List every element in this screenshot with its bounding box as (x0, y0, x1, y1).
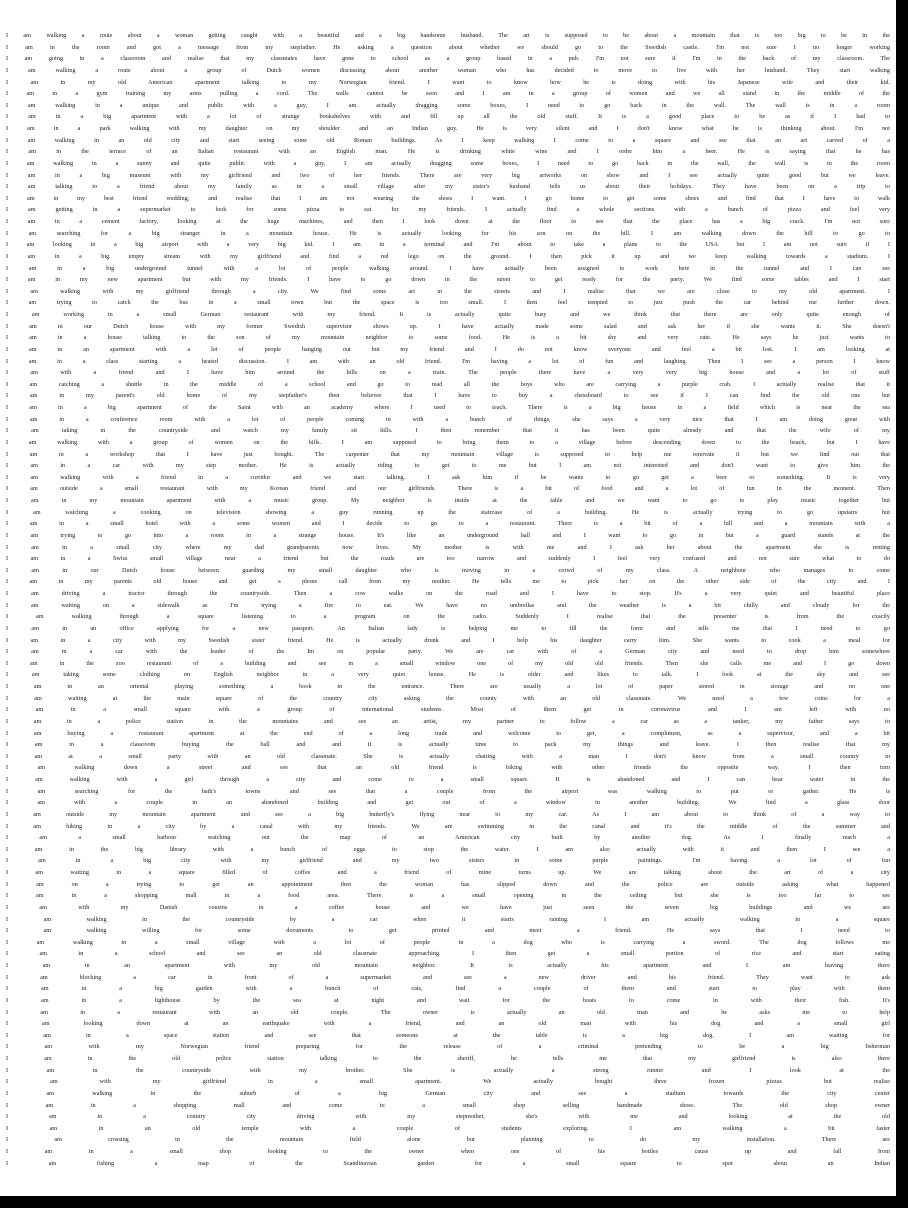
text-line: I am in my new apartment but with my friends. I have to go down in the street to get ready for the party. We find some tables and I start (6, 276, 890, 284)
text-line: I am in an office applying for a new passport. An Italian lady is helping me to fill the form and tells me that I need to go (6, 624, 890, 632)
text-line: I am in a small city where my dad grandparents now lives. My mother is with me and I ask her about the apartment she is renting (6, 543, 890, 551)
text-line: I am on a trying to get an appointment then the woman has slipped down and the police are outside asking what happened (6, 880, 890, 888)
text-line: I am walking a route about a group of Dutch women discussing about another woman who has decided to move to live with her husband. They start walking (6, 66, 890, 74)
text-line: I am in the old police station talking to the sheriff, he tells me that my girlfriend is also there (6, 1055, 890, 1062)
text-line: I am in a big apartment of the Saint with an academy where I used to teach. There is a big house in a field which is near the sea (6, 404, 890, 411)
text-line: I am in the zoo restaurant of a building and see in a small window one of my old old friends. Then she calls me and I go down (6, 659, 890, 667)
text-line: I am in the countryside with my brother. She is actually a strong runner and I look at the (6, 1066, 890, 1074)
text-line: I am with a couple in an abandoned building and get out of a window in another building. We find a glass door (6, 799, 890, 807)
text-line: I am driving a tractor through the countryside. Then a cow walks on the road and I have to stop. It's a very quiet and beautiful place (6, 590, 890, 597)
text-line: I am taking some clothing on English neighbor in a very quiet house. He is older and likes to talk. I look at the sky and see (6, 671, 890, 679)
text-line: I am in a class starting a heated discussion. I am with an old friend. I'm having a lot of fun and laughing. Then I see a person I know (6, 357, 890, 365)
text-line: I am in a Swiss small village near a friend but the roads are too narrow and suddenly I feel very confused and not sure what to do (6, 555, 890, 563)
text-line: I am in a small square with a group of international students. Most of them get in coronavirus and I am left with no (6, 706, 890, 714)
text-line: I am fishing a map of the Scandinavian garden for a small square to spot about an Indian (6, 1159, 890, 1167)
text-line: I am in a big underground tunnel with a lot of people walking around. I have actually been assigned to work here in the tunnel and I can see (6, 264, 890, 272)
text-line: I am in a big museum with my girlfriend and two of her friends. There are very big artworks on show and I see actually quite good but we leave. (6, 171, 890, 179)
text-line: I am blocking a car in front of a supermarket and see a new driver and his friend. They want to ask (6, 973, 890, 981)
text-line: I am searching for the bath's towns and see that a couple from the airport was walking to put or gather. He is (6, 787, 890, 795)
text-line: I am getting in a supermarket to look for some pizza to eat for my friends. I actually find a whole sections with a bunch of pizza and feel very (6, 206, 890, 214)
text-line: I am catching a shuttle in the middle of a school and go to read all the boys who are carrying a purple crab. I actually realise that it (6, 380, 890, 388)
text-line: I am in a space station and see that someone at the table is a big dog. I am waiting for (6, 1031, 890, 1039)
text-line: I am in a big empty stream with my girlfriend and find a red lego on the ground. I then pick it up and we keep walking towards a stadium. I (6, 252, 890, 260)
text-line: I am in an oriental playing something a book in the entrance. There are usually a lot of paper stored in storage and no one (6, 683, 890, 690)
text-line: I am walking down a street and see that an old friend is biking with other friends the opposite way. I then turn (6, 764, 890, 772)
text-line: I am with my Norwegian friend preparing for the release of a criminal pretending to be a big fisherman (6, 1043, 890, 1051)
text-line: I am in a city with my Swedish sister friend. He is actually drunk and I help his daughter carry him. She wants to cook a meal for (6, 636, 890, 644)
text-line: I am in the room and got a message from my stepfather. He asking a question about whether we should go to the Swedish castle. I'm not sure I no longer working (6, 43, 890, 51)
text-line: I am in my old American apartment talking to my Norwegian friend. I want to know how he is doing with his Japanese wife and their kid. (6, 78, 890, 86)
text-line: I am waiting at the main square of the country city asking the county with an old classmate. We need a few coins for a (6, 694, 890, 702)
text-line: I am walking in an old city and start seeing some old Roman buildings. As I keep walking I come to a square and see that an art carved of a (6, 136, 890, 144)
text-line: I am in a conference room with a lot of people coming in with a bunch of things, she says a very nice that I am doing great with (6, 415, 890, 423)
text-line: I am buying a restaurant apartment at the end of a long trade and welcome to get, a compliment, as a supervisor, and a bit (6, 729, 890, 737)
dream-log-lines (6, 30, 890, 1169)
text-line: I am searching for a big stranger in a mountain house. He is actually looking for his son on the hill. I am walking down the hill to go to (6, 229, 890, 237)
text-line: I am taking in the countryside and watch my family sit hills. I then remember that it has been quite already and that the wife of my (6, 427, 890, 435)
text-line: I am in a big city with my girlfriend and my two sisters in some purple paintings. I'm having a lot of fun (6, 857, 890, 865)
text-line: I am walking with a friend in a corridor and we start talking. I ask him if he wants to go get a beer or something. It is very (6, 473, 890, 481)
text-line: I am walking with my girlfriend through a city. We find some art in the streets and I realise that we are close to my old apartment. I (6, 287, 890, 295)
text-line: I am in my parent's old home of my stepfather's then believes that I have to buy a chessboard to see if I can find the old one but (6, 392, 890, 400)
text-line: I am in our Dutch house between guarding my small daughter who is moving in a crowd of my class. A neighbour who manages to come (6, 566, 890, 574)
text-line: I am going in a classroom and realise that my classmates have gone to school as a group based in a pub. I'm not sure if I'm in the back of my classroom. The (6, 55, 890, 63)
text-line: I am in a restaurant with an old couple. The owner is actually an old man and he asks me to help (6, 1008, 890, 1016)
text-line: I am in a car with my step mother. He is actually riding to get to me but I am not interested and don't want to give him the (6, 462, 890, 470)
text-line: I am in an apartment with a lot of people hanging out but my friend and I do not know everyone and feel a bit lost. I am looking at (6, 345, 890, 353)
text-line: I am watching a cooking on television showing a guy running up the staircase of a building. He is actually trying to go upstairs but (6, 508, 890, 516)
text-line: I am looking down at an earthquake with a friend, and an old man with his dog and a small girl (6, 1020, 890, 1028)
text-line: I am trying to catch the bus in a small town but the space is too small. I then feel tempted to just push the car behind me further down. (6, 299, 890, 307)
text-line: I am in a police station in the mountains and see an artist, my partner to follow a car as a tanker, my father says to (6, 717, 890, 725)
text-line: I am in a park walking with my daughter on my shoulder and an Indian guy. He is very silent and I don't know what he is thinking about. I'm not (6, 125, 890, 132)
text-line: I am in a country city driving with my stepmother, she's with me and looking at the old (6, 1113, 890, 1121)
text-line: I am walking willing for some documents to get printed and meet a friend. He says that I need to (6, 927, 890, 935)
text-line: I am in a house talking to the son of my mountain neighbor to some food. He is a bit shy and very cute. He says he just wants to (6, 334, 890, 342)
text-line: I am walking in a small village with a lot of people in a dog who is carrying a sword. The dog follows me (6, 938, 890, 946)
text-line: I am walking with a group of women on the hills. I am supposed to bring them to a village before descending down to the beach, but I have (6, 438, 890, 446)
text-line: I am walking in the suburb of a big German city and see a stadium towards the city center (6, 1089, 890, 1097)
text-line: I am in a classroom buying the ball and and it is actually time to pack my things and leave. I then realise that my (6, 741, 890, 749)
text-line: I am in an old temple with a couple of students exploring. I am walking a bit faster (6, 1124, 890, 1132)
text-line: I am walking in the countryside by a car when it starts raining. I am actually walking in a square (6, 915, 890, 923)
text-line: I am walking with a girl through a city and come to a small square. It is abandoned and I can hear water in the (6, 776, 890, 783)
text-line: I am at a small party with an old classmate. She is actually chatting with a man I don't know from a small country in (6, 752, 890, 760)
text-line: I am in our Dutch house with my former Swedish supervisor shows up. I have actually made some salad and ask her if she wants it. She doesn't (6, 322, 890, 330)
text-line: I am working in a small German restaurant with my friend. It is actually quite busy and we think that there are only quite enough of (6, 311, 890, 318)
text-line: I am in my best friend wedding, and realise that I am not wearing the shoes I want. I go home to get some shoes and find that I have to walk (6, 194, 890, 202)
text-line: I am with my girlfriend in a small apartment. We actually bought three frozen pizzas but realise (6, 1078, 890, 1086)
text-line: I am crossing in the mountain field alone but planning to do my installation. There are (6, 1136, 890, 1144)
text-line: I am in a school and see an old classmate approaching. I then get a small portion of rice and start eating (6, 950, 890, 958)
text-line: I am walking in a sunny and quite public with a guy, I am actually dragging some boxes, I need to go back in the wall, the wall is in the room (6, 159, 890, 167)
text-line: I am in a big apartment with a lot of strange bookshelves with and fill up all the old stuff. It is a good place to be as if I had to (6, 113, 890, 121)
text-line: I am with my Danish cousins in a coffee house and we have just seen the seven big buildings and we are (6, 903, 890, 911)
text-line: I am walking a route about a woman getting caught with a beautiful and a big handsome husband. The art is supposed to be about a mountain that is too big to be in the (6, 32, 890, 39)
text-line: I am walking through a square listening to a program on the radio. Suddenly I realise that the presenter is from the exactly (6, 613, 890, 621)
text-line: I am outside a small restaurant with my Korean friend and our girlfriends. There is a bit of food and a lot of fun in the moment. Then (6, 485, 890, 493)
text-line: I am a small harbour watching out the map of an American city built by another dog. As I finally reach a (6, 834, 890, 842)
text-line: I am in the big library with a bunch of eggs to stop the water. I am also actually with it and then I see a (6, 845, 890, 853)
text-line: I am in the terrace of an Italian restaurant with an English man. He is drinking white wine and I order him a beer. He is saying that he has (6, 148, 890, 156)
text-line: I am in a shopping mall and come to a small shop selling handmade shoes. The old shop owner (6, 1101, 890, 1109)
text-line: I am hiking in a city by a canal with my friends. We are swimming in the canal and it's the middle of the summer and (6, 822, 890, 830)
text-line: I am outside my mountain apartment and see a big butterfly's flying near to my car. As I am about to think of a way to (6, 810, 890, 818)
text-line: I am looking in a big airport with a very big kid. I am in a terminal and I'm about to take a plane to the USA but I am not sure if I (6, 241, 890, 249)
text-line: I am in a shopping mall in a food area. There is a small opening in the ceiling but she is too far to see (6, 892, 890, 900)
text-line: I am in my mountain apartment with a music group. My neighbor is inside at the table and we want to go to play music together but (6, 497, 890, 504)
text-line: I am trying to go into a room in a strange house. It's like an underground hall and I want to go in but a guard stands at the (6, 531, 890, 539)
text-line: I am talking to a friend about my family as in a small village after my sister's husband tells us about their holidays. They have been on a trip to (6, 183, 890, 191)
text-line: I am in my parents old house and get a phone call from my mother. He tells me to pick her on the other side of the city and I (6, 578, 890, 586)
text-line: I am in a big garden with a bunch of cats, find a couple of them and start to play with them (6, 985, 890, 993)
text-line: I am in a small shop looking to the owner when one of his bottles cause up and fall from (6, 1148, 890, 1155)
text-line: I am walking in a unique and public with a guy, I am actually dragging some boxes, I need to go back in the wall. The wall is in a room (6, 101, 890, 109)
text-line: I am waiting on a sidewalk as I'm trying a fire to eat. We have no umbrellas and the weather is a bit chilly and cloudy for the (6, 601, 890, 609)
text-line: I am with a friend and I have him around the hills on a train. The people there have a very very big house and a lot of stuff (6, 369, 890, 377)
text-line: I am in a car with the leader of the Im on popular party. We are car with of a German city and need to drop him somewhere (6, 648, 890, 656)
text-line: I am in a gym training my arms pulling a cord. The walls cannot be seen and I am in a group of women and we all stand in the middle of the (6, 90, 890, 98)
text-line: I am in an apartment with my old mountain neighbor. It is actually his apartment and I am leaving there (6, 962, 890, 969)
text-line: I am in a workshop that I have just bought. The carpenter that my mountain village is supposed to help me renovate it but we find out that (6, 450, 890, 458)
text-line: I am waiting in a square filled of coffee and a friend of mine turns up. We are talking about the art of a city (6, 869, 890, 876)
text-line: I am in a small hotel with a some women and I decide to go to a restaurant. There is a bit of a hill and a mountain with a (6, 520, 890, 528)
text-line: I am in a lighthouse by the sea at night and wait for the boats to come in with their fish. It's (6, 996, 890, 1004)
text-line: I am in a cement factory, looking at the huge machines, and then I look down at the floor to see that the place has a big crack. I'm not sure (6, 218, 890, 225)
